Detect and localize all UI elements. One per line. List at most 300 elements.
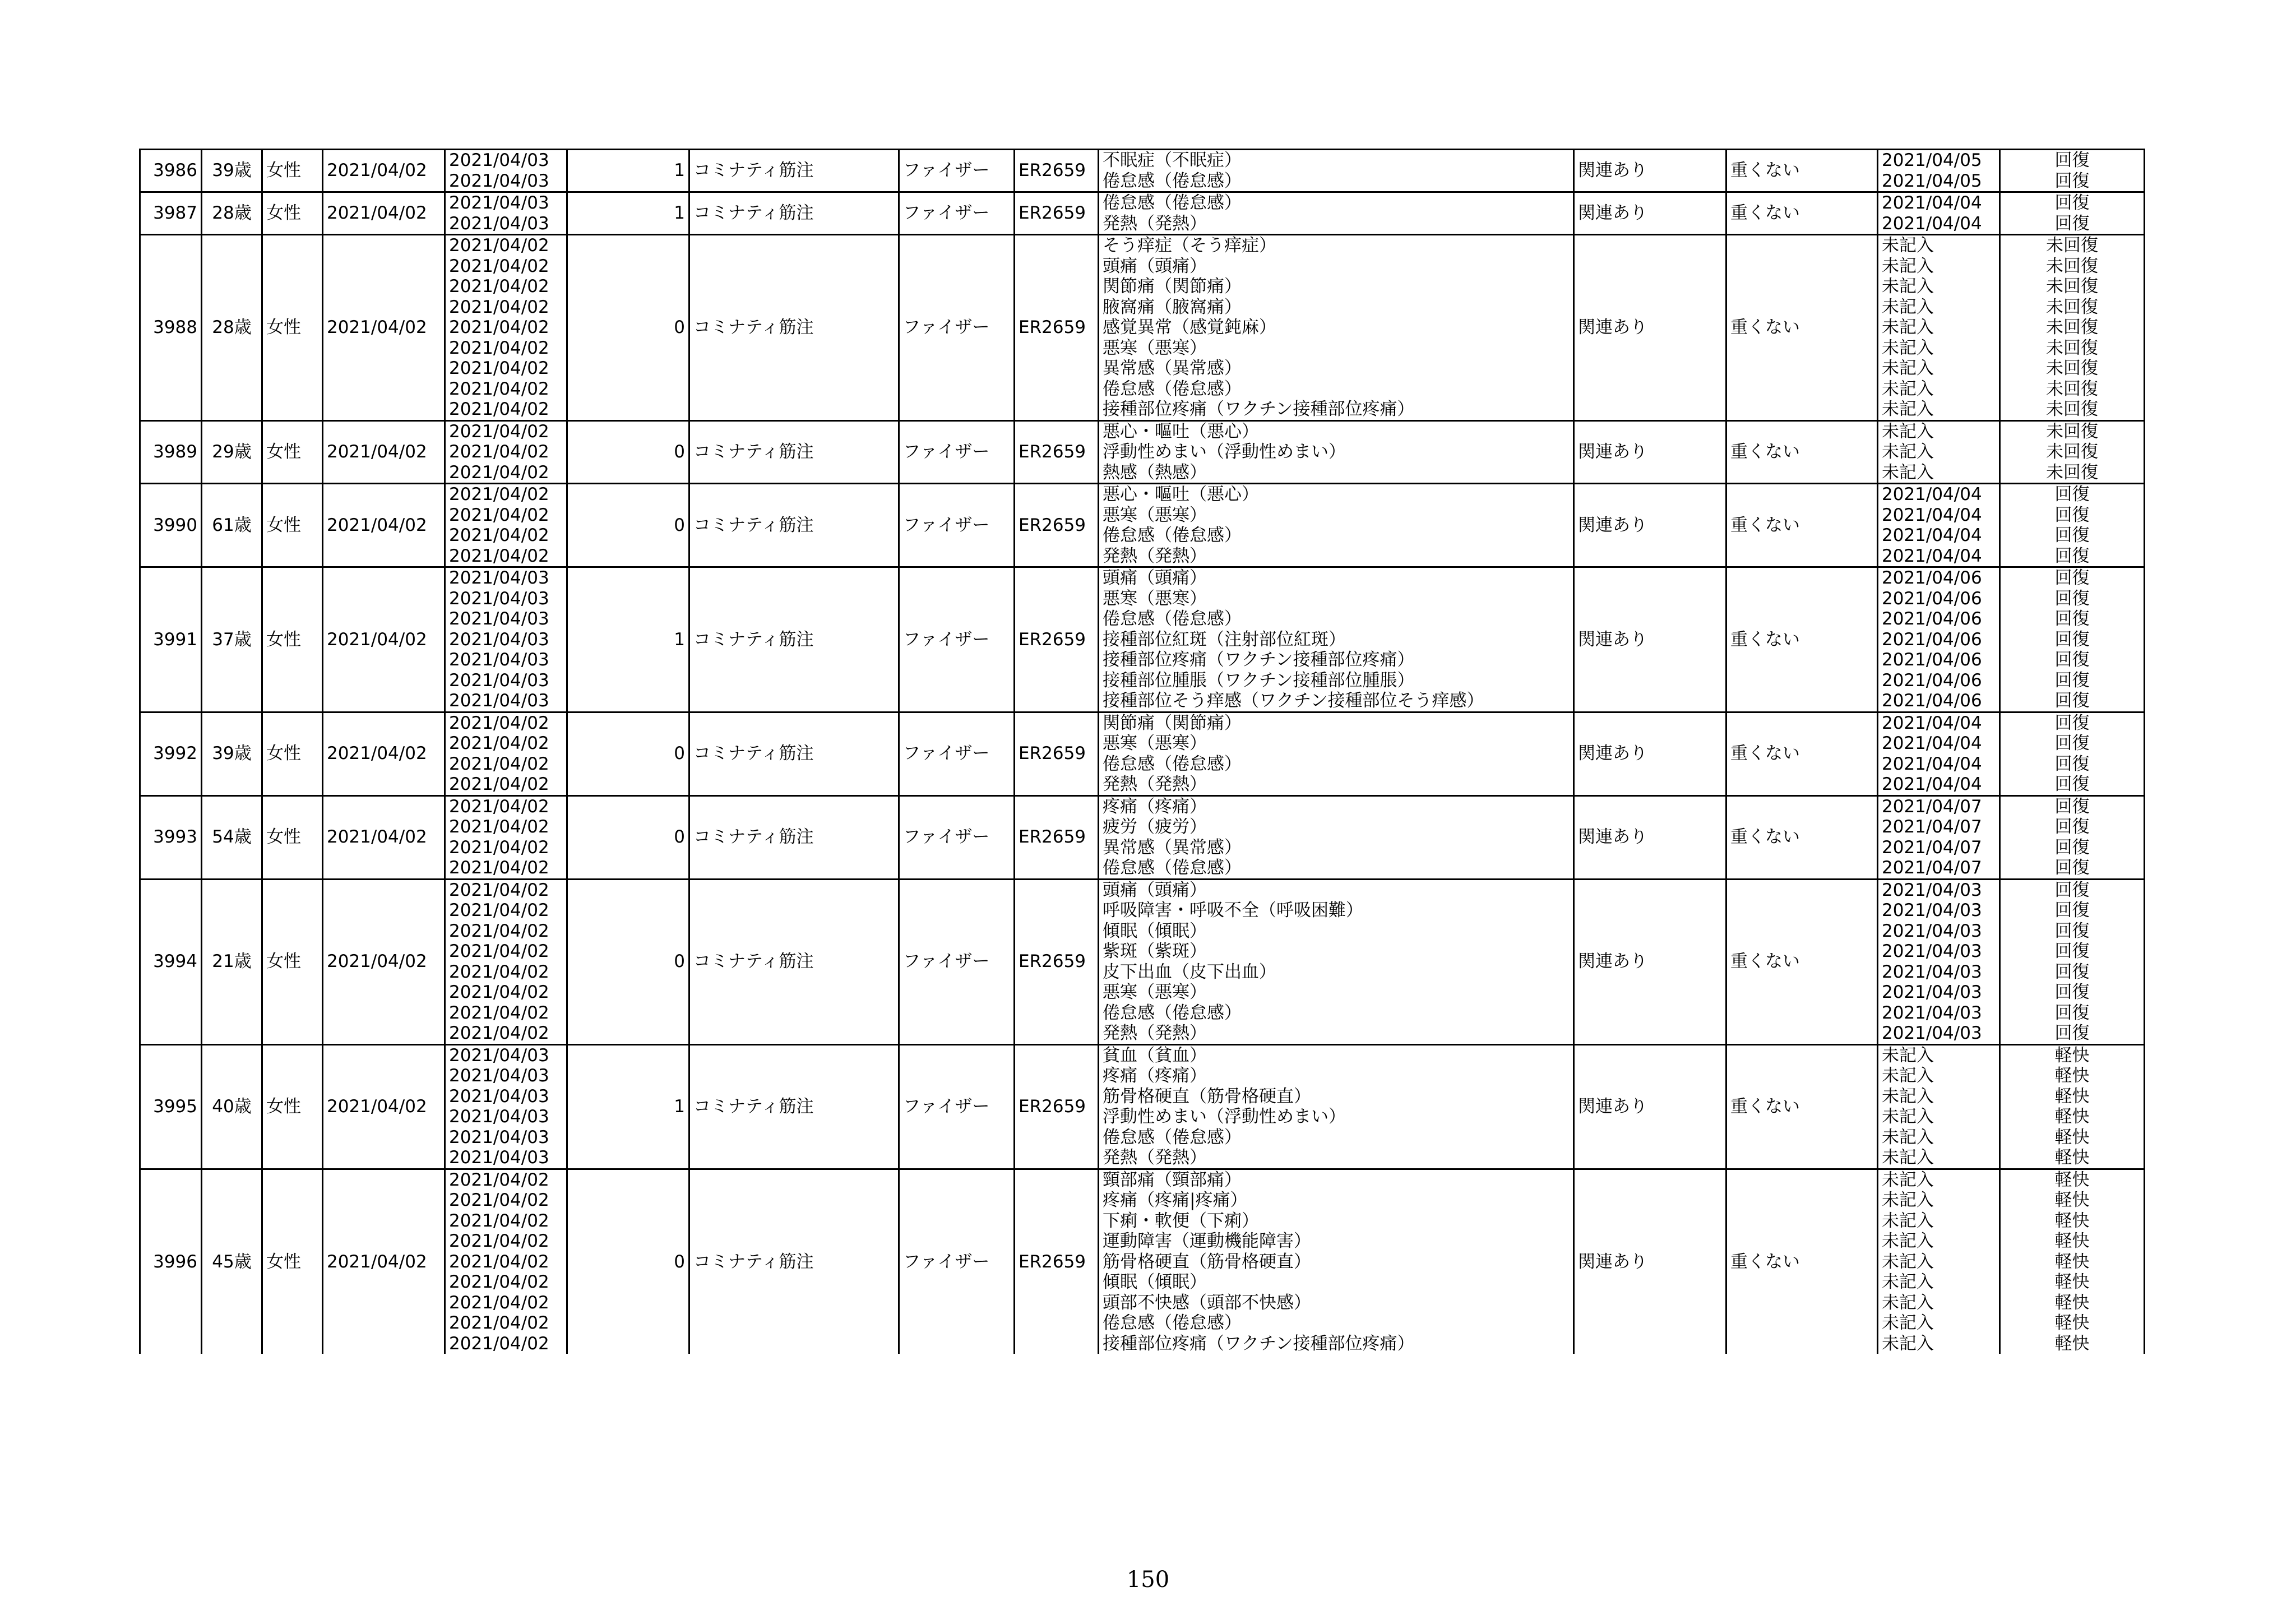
severity-cell: 重くない <box>1726 879 1878 1044</box>
symptoms-line: 頭痛（頭痛） <box>1103 568 1207 588</box>
outcome-date-line: 未記入 <box>1882 1210 1934 1231</box>
symptoms-line: 倦怠感（倦怠感） <box>1103 1002 1242 1023</box>
manufacturer-cell: ファイザー <box>899 712 1015 795</box>
outcome-cell <box>2000 879 2145 1044</box>
onset-date-line: 2021/04/02 <box>449 900 549 920</box>
case-number-cell: 3990 <box>140 484 202 567</box>
onset-date-line: 2021/04/02 <box>449 1190 549 1210</box>
outcome-line: 軽快 <box>2054 1066 2090 1086</box>
outcome-line: 未回復 <box>2046 399 2098 419</box>
manufacturer-cell: ファイザー <box>899 150 1015 192</box>
symptoms-line: 悪寒（悪寒） <box>1103 982 1207 1002</box>
onset-date-line: 2021/04/02 <box>449 774 549 794</box>
manufacturer-cell: ファイザー <box>899 1169 1015 1354</box>
symptoms-line: 頭部不快感（頭部不快感） <box>1103 1292 1311 1313</box>
symptoms-cell <box>1099 795 1574 879</box>
outcome-date-line: 未記入 <box>1882 421 1934 442</box>
onset-date-line: 2021/04/02 <box>449 462 549 483</box>
outcome-line: 回復 <box>2054 545 2090 566</box>
symptoms-line: 倦怠感（倦怠感） <box>1103 193 1242 213</box>
outcome-line: 軽快 <box>2054 1148 2090 1168</box>
outcome-cell <box>2000 420 2145 484</box>
outcome-line: 回復 <box>2054 961 2090 982</box>
outcome-line: 回復 <box>2054 568 2090 588</box>
onset-date-line: 2021/04/02 <box>449 1313 549 1333</box>
sex-cell: 女性 <box>262 1044 323 1169</box>
outcome-line: 軽快 <box>2054 1272 2090 1292</box>
onset-date-line: 2021/04/02 <box>449 733 549 753</box>
symptoms-line: 筋骨格硬直（筋骨格硬直） <box>1103 1251 1311 1272</box>
symptoms-line: 関節痛（関節痛） <box>1103 712 1242 733</box>
outcome-date-line: 2021/04/06 <box>1882 629 1982 650</box>
outcome-date-line: 未記入 <box>1882 1313 1934 1333</box>
onset-date-line: 2021/04/02 <box>449 1251 549 1272</box>
outcome-date-line: 未記入 <box>1882 358 1934 378</box>
symptoms-line: 接種部位紅斑（注射部位紅斑） <box>1103 629 1346 650</box>
outcome-date-line: 未記入 <box>1882 297 1934 317</box>
case-number-cell: 3988 <box>140 235 202 421</box>
outcome-date-line: 未記入 <box>1882 442 1934 462</box>
vaccine-name-cell: コミナティ筋注 <box>689 484 899 567</box>
manufacturer-cell: ファイザー <box>899 484 1015 567</box>
age-cell: 61歳 <box>202 484 262 567</box>
symptoms-line: 腋窩痛（腋窩痛） <box>1103 297 1242 317</box>
outcome-line: 回復 <box>2054 733 2090 753</box>
outcome-line: 回復 <box>2054 941 2090 961</box>
manufacturer-cell: ファイザー <box>899 795 1015 879</box>
sex-cell: 女性 <box>262 235 323 421</box>
age-cell: 28歳 <box>202 235 262 421</box>
onset-date-line: 2021/04/02 <box>449 837 549 858</box>
symptoms-line: 下痢・軟便（下痢） <box>1103 1210 1259 1231</box>
symptoms-line: 倦怠感（倦怠感） <box>1103 858 1242 878</box>
table-row <box>140 1169 2145 1354</box>
outcome-date-cell <box>1878 1044 2000 1169</box>
onset-date-line: 2021/04/02 <box>449 235 549 256</box>
outcome-cell <box>2000 192 2145 235</box>
symptoms-line: 発熱（発熱） <box>1103 1023 1207 1043</box>
sex-cell: 女性 <box>262 192 323 235</box>
sex-cell: 女性 <box>262 712 323 795</box>
adverse-event-table <box>139 149 2145 1354</box>
onset-date-line: 2021/04/02 <box>449 484 549 505</box>
outcome-date-line: 未記入 <box>1882 317 1934 337</box>
onset-date-cell <box>445 484 567 567</box>
outcome-line: 回復 <box>2054 505 2090 525</box>
symptoms-line: 接種部位疼痛（ワクチン接種部位疼痛） <box>1103 650 1415 670</box>
causality-cell: 関連あり <box>1574 795 1726 879</box>
symptoms-line: 頭痛（頭痛） <box>1103 256 1207 276</box>
outcome-date-line: 2021/04/06 <box>1882 650 1982 670</box>
outcome-date-line: 2021/04/03 <box>1882 880 1982 900</box>
days-interval-cell: 0 <box>567 420 689 484</box>
outcome-line: 回復 <box>2054 609 2090 629</box>
age-cell: 29歳 <box>202 420 262 484</box>
case-number-cell: 3994 <box>140 879 202 1044</box>
outcome-line: 未回復 <box>2046 358 2098 378</box>
table-body <box>140 150 2145 1354</box>
outcome-date-line: 2021/04/04 <box>1882 733 1982 753</box>
outcome-date-line: 2021/04/04 <box>1882 545 1982 566</box>
onset-date-line: 2021/04/02 <box>449 421 549 442</box>
outcome-line: 回復 <box>2054 837 2090 858</box>
onset-date-line: 2021/04/02 <box>449 399 549 419</box>
vaccine-name-cell: コミナティ筋注 <box>689 879 899 1044</box>
severity-cell: 重くない <box>1726 567 1878 712</box>
symptoms-line: 発熱（発熱） <box>1103 774 1207 794</box>
outcome-date-line: 未記入 <box>1882 1086 1934 1107</box>
symptoms-line: 接種部位疼痛（ワクチン接種部位疼痛） <box>1103 1333 1415 1354</box>
table-row <box>140 1044 2145 1169</box>
outcome-line: 回復 <box>2054 1023 2090 1043</box>
symptoms-cell <box>1099 567 1574 712</box>
onset-date-cell <box>445 192 567 235</box>
symptoms-line: 発熱（発熱） <box>1103 213 1207 234</box>
outcome-line: 回復 <box>2054 150 2090 170</box>
vaccine-name-cell: コミナティ筋注 <box>689 235 899 421</box>
causality-cell: 関連あり <box>1574 1044 1726 1169</box>
outcome-date-cell <box>1878 712 2000 795</box>
onset-date-line: 2021/04/02 <box>449 920 549 941</box>
symptoms-line: 浮動性めまい（浮動性めまい） <box>1103 1107 1346 1127</box>
severity-cell: 重くない <box>1726 795 1878 879</box>
onset-date-line: 2021/04/02 <box>449 941 549 961</box>
case-number-cell: 3996 <box>140 1169 202 1354</box>
vaccination-date-cell: 2021/04/02 <box>323 150 445 192</box>
outcome-date-line: 2021/04/06 <box>1882 609 1982 629</box>
symptoms-line: 倦怠感（倦怠感） <box>1103 1313 1242 1333</box>
outcome-line: 未回復 <box>2046 256 2098 276</box>
case-number-cell: 3986 <box>140 150 202 192</box>
table-row <box>140 150 2145 192</box>
outcome-date-line: 2021/04/07 <box>1882 817 1982 837</box>
onset-date-line: 2021/04/03 <box>449 670 549 691</box>
onset-date-line: 2021/04/02 <box>449 1169 549 1190</box>
causality-cell: 関連あり <box>1574 1169 1726 1354</box>
onset-date-line: 2021/04/02 <box>449 1002 549 1023</box>
table-row <box>140 879 2145 1044</box>
symptoms-line: 発熱（発熱） <box>1103 1148 1207 1168</box>
lot-number-cell: ER2659 <box>1015 1044 1099 1169</box>
outcome-date-line: 2021/04/03 <box>1882 920 1982 941</box>
days-interval-cell: 1 <box>567 192 689 235</box>
outcome-date-cell <box>1878 192 2000 235</box>
outcome-date-cell <box>1878 1169 2000 1354</box>
severity-cell: 重くない <box>1726 1044 1878 1169</box>
symptoms-line: 頸部痛（頸部痛） <box>1103 1169 1242 1190</box>
outcome-line: 回復 <box>2054 982 2090 1002</box>
lot-number-cell: ER2659 <box>1015 879 1099 1044</box>
onset-date-line: 2021/04/03 <box>449 1066 549 1086</box>
onset-date-line: 2021/04/03 <box>449 1148 549 1168</box>
lot-number-cell: ER2659 <box>1015 192 1099 235</box>
manufacturer-cell: ファイザー <box>899 235 1015 421</box>
age-cell: 45歳 <box>202 1169 262 1354</box>
severity-cell: 重くない <box>1726 484 1878 567</box>
symptoms-line: そう痒症（そう痒症） <box>1103 235 1276 256</box>
onset-date-cell <box>445 879 567 1044</box>
symptoms-line: 悪寒（悪寒） <box>1103 337 1207 358</box>
onset-date-line: 2021/04/02 <box>449 1023 549 1043</box>
lot-number-cell: ER2659 <box>1015 484 1099 567</box>
vaccine-name-cell: コミナティ筋注 <box>689 1044 899 1169</box>
onset-date-line: 2021/04/02 <box>449 796 549 817</box>
onset-date-line: 2021/04/02 <box>449 442 549 462</box>
outcome-date-line: 未記入 <box>1882 1190 1934 1210</box>
causality-cell: 関連あり <box>1574 712 1726 795</box>
causality-cell: 関連あり <box>1574 150 1726 192</box>
symptoms-line: 倦怠感（倦怠感） <box>1103 1127 1242 1148</box>
onset-date-line: 2021/04/03 <box>449 1045 549 1066</box>
symptoms-line: 頭痛（頭痛） <box>1103 880 1207 900</box>
onset-date-cell <box>445 235 567 421</box>
outcome-line: 軽快 <box>2054 1313 2090 1333</box>
outcome-date-line: 未記入 <box>1882 1066 1934 1086</box>
severity-cell: 重くない <box>1726 712 1878 795</box>
sex-cell: 女性 <box>262 420 323 484</box>
days-interval-cell: 1 <box>567 1044 689 1169</box>
table-row <box>140 484 2145 567</box>
outcome-date-line: 未記入 <box>1882 276 1934 297</box>
outcome-line: 軽快 <box>2054 1190 2090 1210</box>
symptoms-line: 感覚異常（感覚鈍麻） <box>1103 317 1276 337</box>
age-cell: 21歳 <box>202 879 262 1044</box>
days-interval-cell: 0 <box>567 484 689 567</box>
outcome-cell <box>2000 567 2145 712</box>
days-interval-cell: 0 <box>567 712 689 795</box>
outcome-line: 軽快 <box>2054 1333 2090 1354</box>
onset-date-line: 2021/04/02 <box>449 753 549 774</box>
outcome-line: 軽快 <box>2054 1251 2090 1272</box>
onset-date-line: 2021/04/03 <box>449 1107 549 1127</box>
onset-date-cell <box>445 150 567 192</box>
outcome-line: 回復 <box>2054 670 2090 691</box>
days-interval-cell: 1 <box>567 567 689 712</box>
symptoms-line: 倦怠感（倦怠感） <box>1103 170 1242 191</box>
outcome-line: 軽快 <box>2054 1127 2090 1148</box>
outcome-line: 未回復 <box>2046 442 2098 462</box>
outcome-line: 軽快 <box>2054 1231 2090 1251</box>
onset-date-line: 2021/04/02 <box>449 276 549 297</box>
onset-date-line: 2021/04/02 <box>449 817 549 837</box>
case-number-cell: 3992 <box>140 712 202 795</box>
case-number-cell: 3987 <box>140 192 202 235</box>
age-cell: 28歳 <box>202 192 262 235</box>
symptoms-line: 発熱（発熱） <box>1103 545 1207 566</box>
onset-date-line: 2021/04/02 <box>449 961 549 982</box>
onset-date-line: 2021/04/02 <box>449 337 549 358</box>
outcome-cell <box>2000 235 2145 421</box>
outcome-line: 回復 <box>2054 774 2090 794</box>
onset-date-line: 2021/04/02 <box>449 858 549 878</box>
vaccination-date-cell: 2021/04/02 <box>323 567 445 712</box>
symptoms-line: 倦怠感（倦怠感） <box>1103 525 1242 545</box>
vaccine-name-cell: コミナティ筋注 <box>689 567 899 712</box>
table-row <box>140 712 2145 795</box>
vaccination-date-cell: 2021/04/02 <box>323 484 445 567</box>
severity-cell: 重くない <box>1726 235 1878 421</box>
outcome-line: 回復 <box>2054 858 2090 878</box>
case-number-cell: 3995 <box>140 1044 202 1169</box>
vaccination-date-cell: 2021/04/02 <box>323 1044 445 1169</box>
outcome-line: 回復 <box>2054 796 2090 817</box>
table-row <box>140 795 2145 879</box>
outcome-line: 未回復 <box>2046 337 2098 358</box>
case-number-cell: 3989 <box>140 420 202 484</box>
outcome-line: 回復 <box>2054 880 2090 900</box>
vaccine-name-cell: コミナティ筋注 <box>689 192 899 235</box>
severity-cell: 重くない <box>1726 150 1878 192</box>
days-interval-cell: 1 <box>567 150 689 192</box>
age-cell: 39歳 <box>202 150 262 192</box>
outcome-line: 軽快 <box>2054 1169 2090 1190</box>
outcome-line: 回復 <box>2054 525 2090 545</box>
onset-date-line: 2021/04/02 <box>449 545 549 566</box>
case-number-cell: 3993 <box>140 795 202 879</box>
onset-date-line: 2021/04/03 <box>449 609 549 629</box>
symptoms-line: 疼痛（疼痛） <box>1103 796 1207 817</box>
outcome-date-line: 2021/04/03 <box>1882 1002 1982 1023</box>
onset-date-line: 2021/04/03 <box>449 1127 549 1148</box>
outcome-date-line: 未記入 <box>1882 1272 1934 1292</box>
outcome-date-line: 未記入 <box>1882 378 1934 399</box>
sex-cell: 女性 <box>262 879 323 1044</box>
age-cell: 40歳 <box>202 1044 262 1169</box>
symptoms-line: 傾眠（傾眠） <box>1103 920 1207 941</box>
vaccination-date-cell: 2021/04/02 <box>323 235 445 421</box>
symptoms-line: 浮動性めまい（浮動性めまい） <box>1103 442 1346 462</box>
outcome-line: 回復 <box>2054 629 2090 650</box>
outcome-date-line: 未記入 <box>1882 1251 1934 1272</box>
manufacturer-cell: ファイザー <box>899 567 1015 712</box>
vaccination-date-cell: 2021/04/02 <box>323 192 445 235</box>
symptoms-line: 接種部位腫脹（ワクチン接種部位腫脹） <box>1103 670 1415 691</box>
causality-cell: 関連あり <box>1574 567 1726 712</box>
outcome-line: 回復 <box>2054 588 2090 609</box>
symptoms-cell <box>1099 192 1574 235</box>
onset-date-line: 2021/04/03 <box>449 629 549 650</box>
outcome-line: 回復 <box>2054 691 2090 711</box>
symptoms-line: 運動障害（運動機能障害） <box>1103 1231 1311 1251</box>
symptoms-line: 筋骨格硬直（筋骨格硬直） <box>1103 1086 1311 1107</box>
outcome-date-line: 2021/04/03 <box>1882 1023 1982 1043</box>
outcome-date-cell <box>1878 795 2000 879</box>
outcome-date-line: 未記入 <box>1882 1169 1934 1190</box>
outcome-date-line: 2021/04/04 <box>1882 753 1982 774</box>
outcome-date-cell <box>1878 420 2000 484</box>
symptoms-line: 呼吸障害・呼吸不全（呼吸困難） <box>1103 900 1363 920</box>
outcome-date-line: 未記入 <box>1882 1107 1934 1127</box>
symptoms-line: 接種部位そう痒感（ワクチン接種部位そう痒感） <box>1103 691 1484 711</box>
outcome-date-cell <box>1878 484 2000 567</box>
symptoms-line: 悪寒（悪寒） <box>1103 588 1207 609</box>
outcome-line: 軽快 <box>2054 1107 2090 1127</box>
outcome-date-line: 2021/04/07 <box>1882 796 1982 817</box>
onset-date-line: 2021/04/03 <box>449 150 549 170</box>
symptoms-line: 傾眠（傾眠） <box>1103 1272 1207 1292</box>
vaccine-name-cell: コミナティ筋注 <box>689 1169 899 1354</box>
outcome-date-cell <box>1878 567 2000 712</box>
symptoms-line: 疲労（疲労） <box>1103 817 1207 837</box>
outcome-line: 回復 <box>2054 817 2090 837</box>
lot-number-cell: ER2659 <box>1015 712 1099 795</box>
symptoms-line: 異常感（異常感） <box>1103 837 1242 858</box>
symptoms-cell <box>1099 1169 1574 1354</box>
vaccine-name-cell: コミナティ筋注 <box>689 420 899 484</box>
outcome-line: 回復 <box>2054 1002 2090 1023</box>
symptoms-line: 関節痛（関節痛） <box>1103 276 1242 297</box>
onset-date-cell <box>445 795 567 879</box>
symptoms-line: 悪心・嘔吐（悪心） <box>1103 484 1259 505</box>
manufacturer-cell: ファイザー <box>899 879 1015 1044</box>
onset-date-line: 2021/04/03 <box>449 568 549 588</box>
vaccination-date-cell: 2021/04/02 <box>323 712 445 795</box>
outcome-line: 未回復 <box>2046 462 2098 483</box>
outcome-line: 軽快 <box>2054 1045 2090 1066</box>
onset-date-line: 2021/04/02 <box>449 297 549 317</box>
outcome-date-line: 2021/04/04 <box>1882 193 1982 213</box>
outcome-date-line: 未記入 <box>1882 1231 1934 1251</box>
table-row <box>140 192 2145 235</box>
outcome-line: 回復 <box>2054 753 2090 774</box>
outcome-date-line: 2021/04/06 <box>1882 691 1982 711</box>
sex-cell: 女性 <box>262 1169 323 1354</box>
onset-date-cell <box>445 712 567 795</box>
onset-date-line: 2021/04/02 <box>449 1231 549 1251</box>
days-interval-cell: 0 <box>567 1169 689 1354</box>
table-row <box>140 235 2145 421</box>
manufacturer-cell: ファイザー <box>899 1044 1015 1169</box>
lot-number-cell: ER2659 <box>1015 795 1099 879</box>
severity-cell: 重くない <box>1726 420 1878 484</box>
outcome-date-line: 2021/04/03 <box>1882 961 1982 982</box>
vaccination-date-cell: 2021/04/02 <box>323 795 445 879</box>
outcome-date-line: 未記入 <box>1882 399 1934 419</box>
onset-date-line: 2021/04/03 <box>449 213 549 234</box>
outcome-date-cell <box>1878 235 2000 421</box>
outcome-line: 未回復 <box>2046 317 2098 337</box>
vaccination-date-cell: 2021/04/02 <box>323 420 445 484</box>
symptoms-cell <box>1099 712 1574 795</box>
onset-date-line: 2021/04/02 <box>449 256 549 276</box>
symptoms-line: 接種部位疼痛（ワクチン接種部位疼痛） <box>1103 399 1415 419</box>
symptoms-line: 倦怠感（倦怠感） <box>1103 753 1242 774</box>
outcome-date-line: 2021/04/04 <box>1882 505 1982 525</box>
symptoms-line: 悪寒（悪寒） <box>1103 733 1207 753</box>
vaccination-date-cell: 2021/04/02 <box>323 879 445 1044</box>
lot-number-cell: ER2659 <box>1015 150 1099 192</box>
outcome-date-line: 未記入 <box>1882 462 1934 483</box>
outcome-date-line: 未記入 <box>1882 1045 1934 1066</box>
case-number-cell: 3991 <box>140 567 202 712</box>
outcome-line: 回復 <box>2054 650 2090 670</box>
outcome-date-line: 2021/04/07 <box>1882 837 1982 858</box>
outcome-date-line: 2021/04/05 <box>1882 150 1982 170</box>
outcome-date-line: 2021/04/06 <box>1882 670 1982 691</box>
onset-date-line: 2021/04/02 <box>449 880 549 900</box>
onset-date-line: 2021/04/02 <box>449 1333 549 1354</box>
outcome-date-line: 2021/04/05 <box>1882 170 1982 191</box>
outcome-line: 軽快 <box>2054 1086 2090 1107</box>
outcome-line: 回復 <box>2054 213 2090 234</box>
symptoms-line: 異常感（異常感） <box>1103 358 1242 378</box>
vaccine-name-cell: コミナティ筋注 <box>689 150 899 192</box>
symptoms-line: 紫斑（紫斑） <box>1103 941 1207 961</box>
symptoms-line: 貧血（貧血） <box>1103 1045 1207 1066</box>
lot-number-cell: ER2659 <box>1015 420 1099 484</box>
onset-date-line: 2021/04/03 <box>449 691 549 711</box>
symptoms-line: 皮下出血（皮下出血） <box>1103 961 1276 982</box>
